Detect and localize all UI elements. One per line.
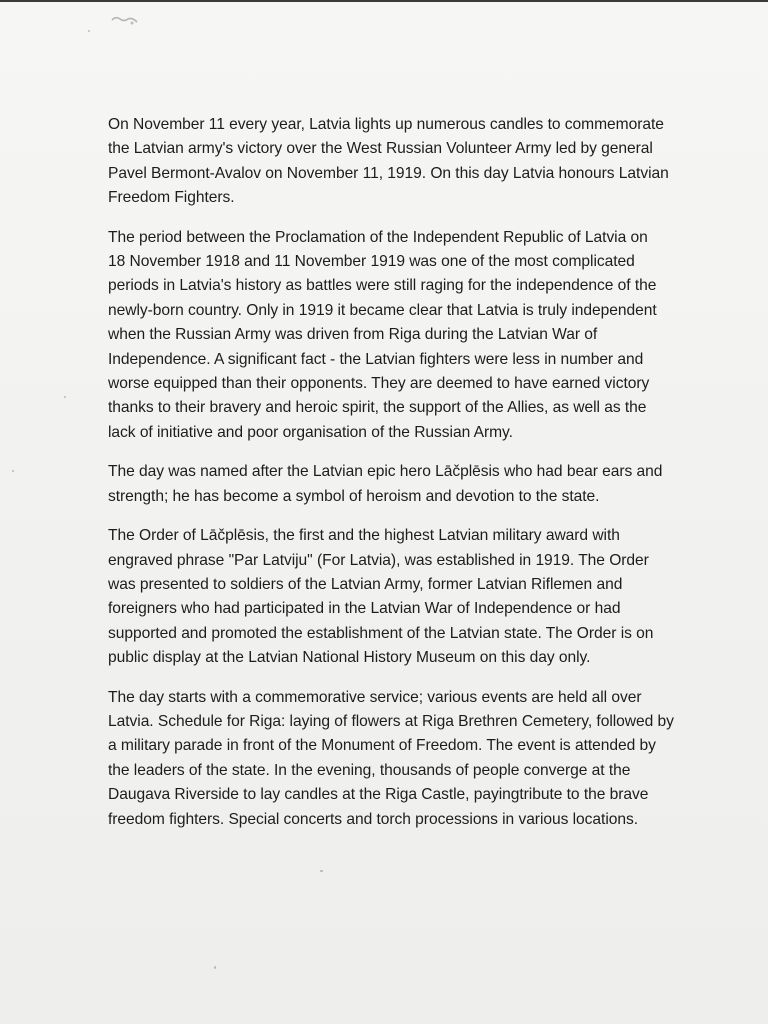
speck-5 [12,470,14,472]
page-top-edge [0,0,768,2]
paragraph-1: On November 11 every year, Latvia lights up numerous candles to commemorate the Latvian army's victory over the West Russian Volunteer Army led by general Pavel Bermont-Avalov on November 11, 1919. On this day Latvia honours Latvian Freedom Fighters. [108,116,669,207]
paragraph-2: The period between the Proclamation of the Independent Republic of Latvia on 18 November 1918 and 11 November 1919 was one of the most complicated periods in Latvia's history as battles were still raging for the independence of the newly-born country. Only in 1919 it became clear that Latvia is truly independent when the Russian Army was driven from Riga during the Latvian War of Independence. A significant fact - the Latvian fighters were less in number and worse equipped than their opponents. They are deemed to have earned victory thanks to their bravery and heroic spirit, the support of the Allies, as well as the lack of initiative and poor organisation of the Russian Army. [108,228,657,441]
speck-2 [64,396,66,398]
speck-1 [88,30,90,32]
document-body [108,113,698,847]
speck-4 [214,966,216,969]
scan-smudge-mark [110,13,140,27]
paragraph-5: The day starts with a commemorative service; various events are held all over Latvia. Schedule for Riga: laying of flowers at Riga Brethren Cemetery, followed by a military parade in front of the Monument of Freedom. The event is attended by the leaders of the state. In the evening, thousands of people converge at the Daugava Riverside to lay candles at the Riga Castle, payingtribute to the brave freedom fighters. Special concerts and torch processions in various locations. [108,688,674,828]
speck-3 [320,870,323,872]
paragraph-4: The Order of Lāčplēsis, the first and the highest Latvian military award with engraved phrase "Par Latviju" (For Latvia), was established in 1919. The Order was presented to soldiers of the Latvian Army, former Latvian Riflemen and foreigners who had participated in the Latvian War of Independence or had supported and promoted the establishment of the Latvian state. The Order is on public display at the Latvian National History Museum on this day only. [108,527,654,667]
paragraph-3: The day was named after the Latvian epic hero Lāčplēsis who had bear ears and strength; he has become a symbol of heroism and devotion to the state. [108,463,663,505]
